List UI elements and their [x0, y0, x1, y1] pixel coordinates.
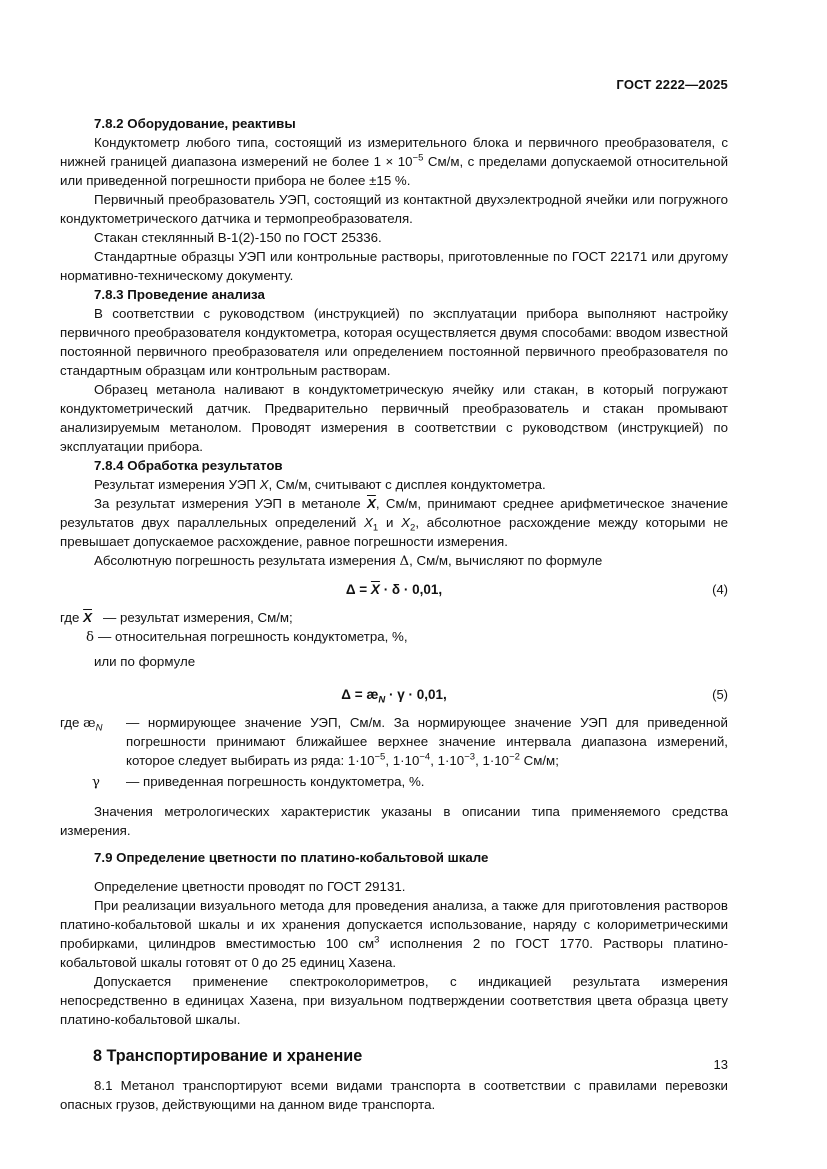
- where-item: где $æ_N$ — нормирующее значение УЭП, См/м. За нормирующее значение УЭП для приведенной погрешности принимают ближайшее верхнее значение интервала диапазона измерений, которое следует выбирать из ряда: $1\cdot 10^{-5}$, $1\cdot 10^{-4}$, $1\cdot 10^{-3}$, $1\cdot 10^{-2}$ См/м;: [60, 715, 728, 768]
- section-heading-7-8-2: 7.8.2 Оборудование, реактивы: [94, 116, 296, 131]
- document-code: ГОСТ 2222—2025: [616, 77, 728, 92]
- formula-4: $\Delta = \overline{X} \cdot \delta \cdot 0,01$, (4): [60, 576, 728, 603]
- paragraph: Образец метанола наливают в кондуктометрическую ячейку или стакан, в который погружают кондуктометрический датчик. Предварительно первичный преобразователь и стакан промывают анализируемым метанолом. Проводят измерения в соответствии с руководством (инструкцией) по эксплуатации прибора.: [60, 382, 728, 454]
- where-item: где $\overline{X}$ — результат измерения, См/м;: [60, 610, 293, 625]
- paragraph: Допускается применение спектроколориметров, с индикацией результата измерения непосредственно в единицах Хазена, при визуальном подтверждении соответствия цвета образца цвету платино-кобальтовой шкалы.: [60, 974, 728, 1027]
- paragraph: За результат измерения УЭП в метаноле $\overline{X}$, См/м, принимают среднее арифметическое значение результатов двух параллельных определений $X_1$ и $X_2$, абсолютное расхождение между которыми не превышает допускаемое расхождение, равное погрешности измерения.: [60, 496, 728, 549]
- page-number: 13: [713, 1057, 728, 1072]
- section-heading-7-8-4: 7.8.4 Обработка результатов: [94, 458, 283, 473]
- paragraph: Кондуктометр любого типа, состоящий из измерительного блока и первичного преобразователя, с нижней границей диапазона измерений не более $1 \times 10^{-5}$ См/м, с пределами допускаемой относительной или приведенной погрешности прибора не более ±15 %.: [60, 135, 728, 188]
- paragraph: Первичный преобразователь УЭП, состоящий из контактной двухэлектродной ячейки или погружного кондуктометрического датчика и термопреобразователя.: [60, 192, 728, 226]
- paragraph: Абсолютную погрешность результата измерения Δ, См/м, вычисляют по формуле: [94, 553, 603, 569]
- paragraph: Определение цветности проводят по ГОСТ 29131.: [94, 879, 406, 894]
- section-heading-7-8-3: 7.8.3 Проведение анализа: [94, 287, 265, 302]
- paragraph: Стандартные образцы УЭП или контрольные растворы, приготовленные по ГОСТ 22171 или другому нормативно-техническому документу.: [60, 249, 728, 283]
- formula-number: (4): [712, 582, 728, 597]
- formula-number: (5): [712, 687, 728, 702]
- where-item: γ — приведенная погрешность кондуктометра, %.: [92, 774, 425, 790]
- paragraph: Стакан стеклянный В-1(2)-150 по ГОСТ 25336.: [94, 230, 382, 245]
- paragraph: При реализации визуального метода для проведения анализа, а также для приготовления растворов платино-кобальтовой шкалы и их хранения допускается использование, наряду с колориметрическими пробирками, цилиндров вместимостью 100 $см^3$ исполнения 2 по ГОСТ 1770. Растворы платино-кобальтовой шкалы готовят от 0 до 25 единиц Хазена.: [60, 898, 728, 970]
- paragraph: Значения метрологических характеристик указаны в описании типа применяемого средства измерения.: [60, 804, 728, 838]
- paragraph: В соответствии с руководством (инструкцией) по эксплуатации прибора выполняют настройку первичного преобразователя кондуктометра, которая осуществляется двумя способами: вводом известной постоянной первичного преобразователя или определением постоянной первичного преобразователя по стандартным образцам или контрольным растворам.: [60, 306, 728, 378]
- formula-5: $\Delta = æ_N \cdot \gamma \cdot 0,01$, (5): [60, 681, 728, 708]
- paragraph: Результат измерения УЭП X, См/м, считывают с дисплея кондуктометра.: [94, 477, 546, 492]
- section-heading-7-9: 7.9 Определение цветности по платино-кобальтовой шкале: [94, 850, 489, 865]
- where-item: δ — относительная погрешность кондуктометра, %,: [86, 629, 408, 645]
- page-content: [60, 114, 728, 1114]
- paragraph: 8.1 Метанол транспортируют всеми видами транспорта в соответствии с правилами перевозки опасных грузов, действующими на данном виде транспорта.: [60, 1078, 728, 1112]
- paragraph: или по формуле: [94, 654, 196, 669]
- section-heading-8: 8 Транспортирование и хранение: [93, 1047, 363, 1065]
